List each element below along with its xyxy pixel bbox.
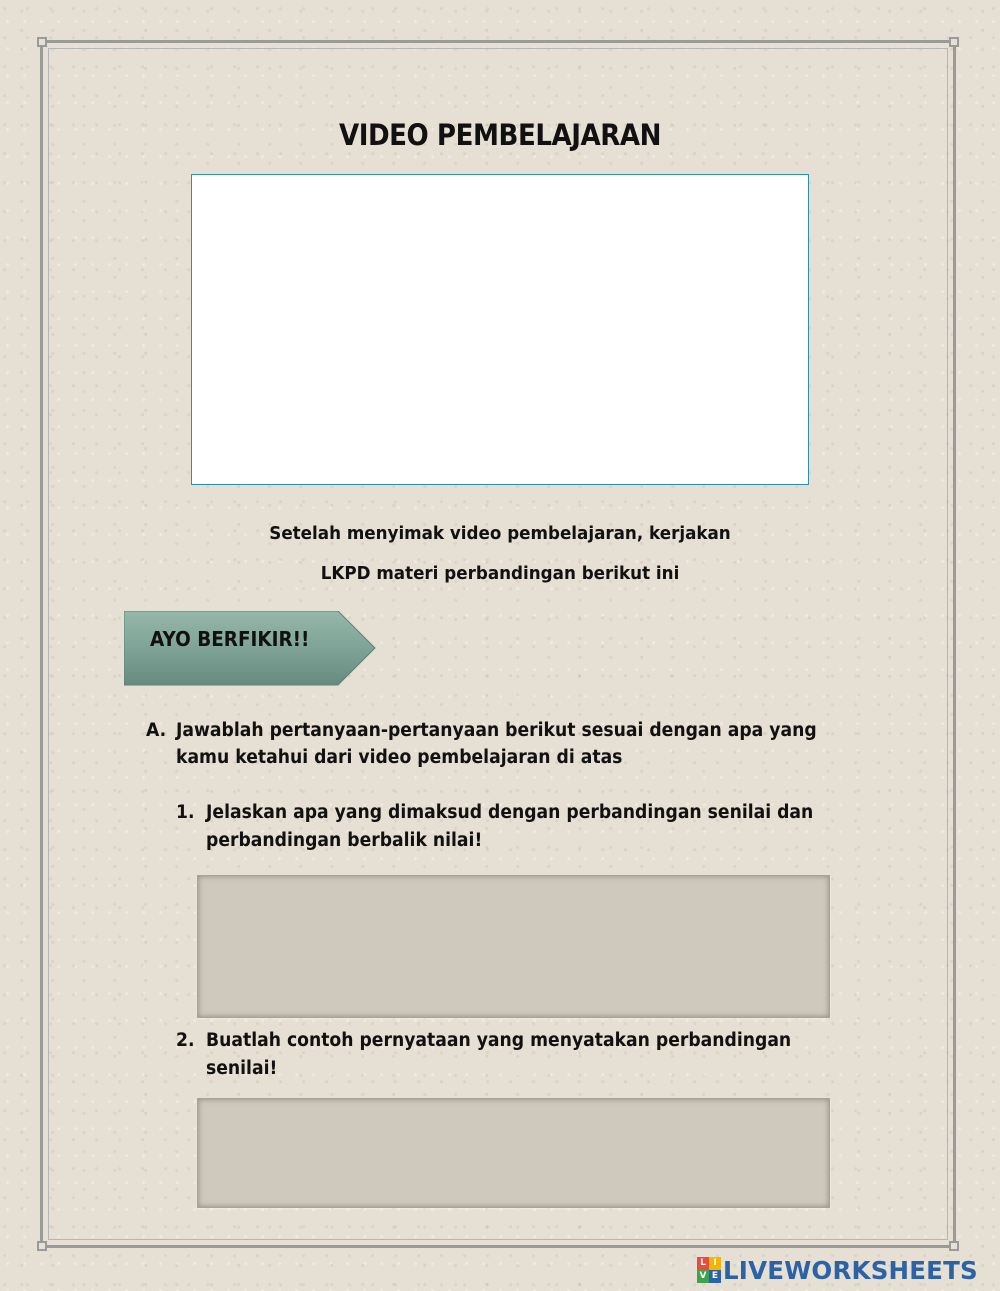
border-corner-top-right (949, 37, 959, 47)
border-corner-bottom-right (949, 1241, 959, 1251)
ayo-berfikir-label: AYO BERFIKIR!! (150, 627, 310, 651)
section-a-line-2: kamu ketahui dari video pembelajaran di atas (176, 747, 623, 768)
video-player[interactable] (191, 174, 809, 485)
question-2-line-2: senilai! (206, 1058, 278, 1079)
logo-letter-i: I (709, 1257, 721, 1270)
question-2-answer-box[interactable] (197, 1098, 830, 1208)
question-2-number: 2. (176, 1030, 195, 1051)
question-1-line-2: perbandingan berbalik nilai! (206, 830, 483, 851)
liveworksheets-logo[interactable] (697, 1255, 983, 1285)
page-title: VIDEO PEMBELAJARAN (338, 118, 662, 152)
question-1-number: 1. (176, 802, 195, 823)
question-1-line-1: Jelaskan apa yang dimaksud dengan perbandingan senilai dan (206, 802, 814, 823)
section-a-marker: A. (146, 720, 167, 741)
logo-letter-e: E (709, 1270, 721, 1283)
border-corner-bottom-left (37, 1241, 47, 1251)
intro-text-line-1: Setelah menyimak video pembelajaran, kerjakan (269, 523, 731, 544)
liveworksheets-wordmark: LIVEWORKSHEETS (723, 1255, 978, 1285)
section-a-line-1: Jawablah pertanyaan-pertanyaan berikut sesuai dengan apa yang (176, 720, 817, 741)
question-1-answer-box[interactable] (197, 875, 830, 1018)
border-corner-top-left (37, 37, 47, 47)
logo-letter-v: V (697, 1270, 709, 1283)
logo-letter-l: L (697, 1257, 709, 1270)
intro-text-line-2: LKPD materi perbandingan berikut ini (320, 563, 680, 584)
question-2-line-1: Buatlah contoh pernyataan yang menyatakan perbandingan (206, 1030, 792, 1051)
liveworksheets-icon (697, 1257, 721, 1283)
